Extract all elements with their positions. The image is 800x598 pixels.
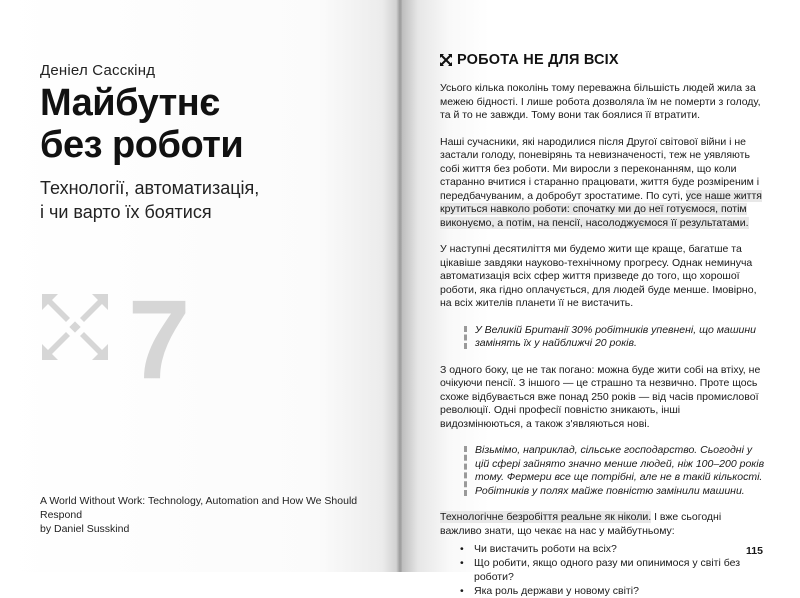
paragraph-2-text: Наші сучасники, які народилися після Другої світової війни і не застали голоду, поневірянь та невизначеності, теж не уявляють собі життя без роботи. Ми виросли з переконанням, що коли старанно вчитися і старанно працювати, життя буде розміреним і передбачуваним, а добробут зростатиме. По суті,	[440, 135, 760, 202]
cross-arrows-icon	[440, 54, 452, 66]
page-number: 115	[746, 545, 763, 557]
book-title	[40, 82, 243, 166]
left-page	[0, 0, 398, 572]
section-heading-text: РОБОТА НЕ ДЛЯ ВСІХ	[457, 52, 619, 68]
paragraph-3: У наступні десятиліття ми будемо жити ще краще, багатше та цікавіше завдяки науково-технічному прогресу. Однак неминуча автоматизація всіх сфер життя призведе до того, що хорошої роботи, яка гідно оплачується, для людей буде менше. Імовірно, на всіх жителів планети її не вистачить.	[440, 243, 757, 309]
quote-2: Візьмімо, наприклад, сільське господарство. Сьогодні у цій сфері зайнято значно менше людей, ніж 100–200 років тому. Фермери все ще потрібні, але не в такій кількості. Робітників у полях майже повністю замінили машини.	[462, 444, 765, 498]
paragraph-2-highlight: усе наше життя крутиться навколо роботи: спочатку ми до неї готуємося, потім виконуємо, а потім, на пенсії, насолоджуємося її результатами.	[440, 189, 762, 229]
list-item: • Яка роль держави у новому світі?	[460, 584, 765, 598]
list-item: • Що робити, якщо одного разу ми опинимося у світі без роботи?	[460, 556, 765, 584]
original-title-credit	[40, 494, 370, 536]
book-subtitle	[40, 176, 259, 224]
expand-arrows-icon	[42, 294, 108, 360]
paragraph-5	[440, 511, 765, 538]
right-page-content	[440, 52, 765, 598]
summary-logo	[40, 292, 200, 384]
paragraph-1: Усього кілька поколінь тому переважна більшість людей жила за межею бідності. І лише робота дозволяла їм не померти з голоду, та й то не завжди. Тому вони так боялися її втратити.	[440, 82, 761, 121]
subtitle-line-2: і чи варто їх боятися	[40, 202, 212, 222]
paragraph-4: З одного боку, це не так погано: можна буде жити собі на втіху, не очікуючи пенсії. З іншого — це страшно та незвично. Проте щось схоже відбувається вже понад 250 років — від часів промислової революції. Одні професії повністю зникають, інші видозмінюються, а також з'являються нові.	[440, 363, 761, 430]
title-line-2: без роботи	[40, 124, 244, 166]
author-name: Деніел Сасскінд	[40, 62, 156, 79]
paragraph-5-text: І вже сьогодні важливо знати, що чекає на нас у майбутньому:	[440, 511, 722, 537]
subtitle-line-1: Технології, автоматизація,	[40, 178, 260, 198]
credit-line-2: by Daniel Susskind	[40, 523, 130, 535]
section-heading	[440, 52, 765, 68]
logo-number: 7	[128, 292, 191, 384]
paragraph-5-highlight: Технологічне безробіття реальне як ніколи.	[440, 511, 652, 523]
title-line-1: Майбутнє	[40, 82, 220, 124]
question-list	[440, 542, 765, 598]
quote-1: У Великій Британії 30% робітників упевнені, що машини замінять їх у найближчі 20 років.	[462, 324, 765, 351]
paragraph-2	[440, 136, 765, 231]
credit-line-1: A World Without Work: Technology, Automation and How We Should Respond	[40, 495, 358, 521]
list-item: • Чи вистачить роботи на всіх?	[460, 542, 765, 556]
